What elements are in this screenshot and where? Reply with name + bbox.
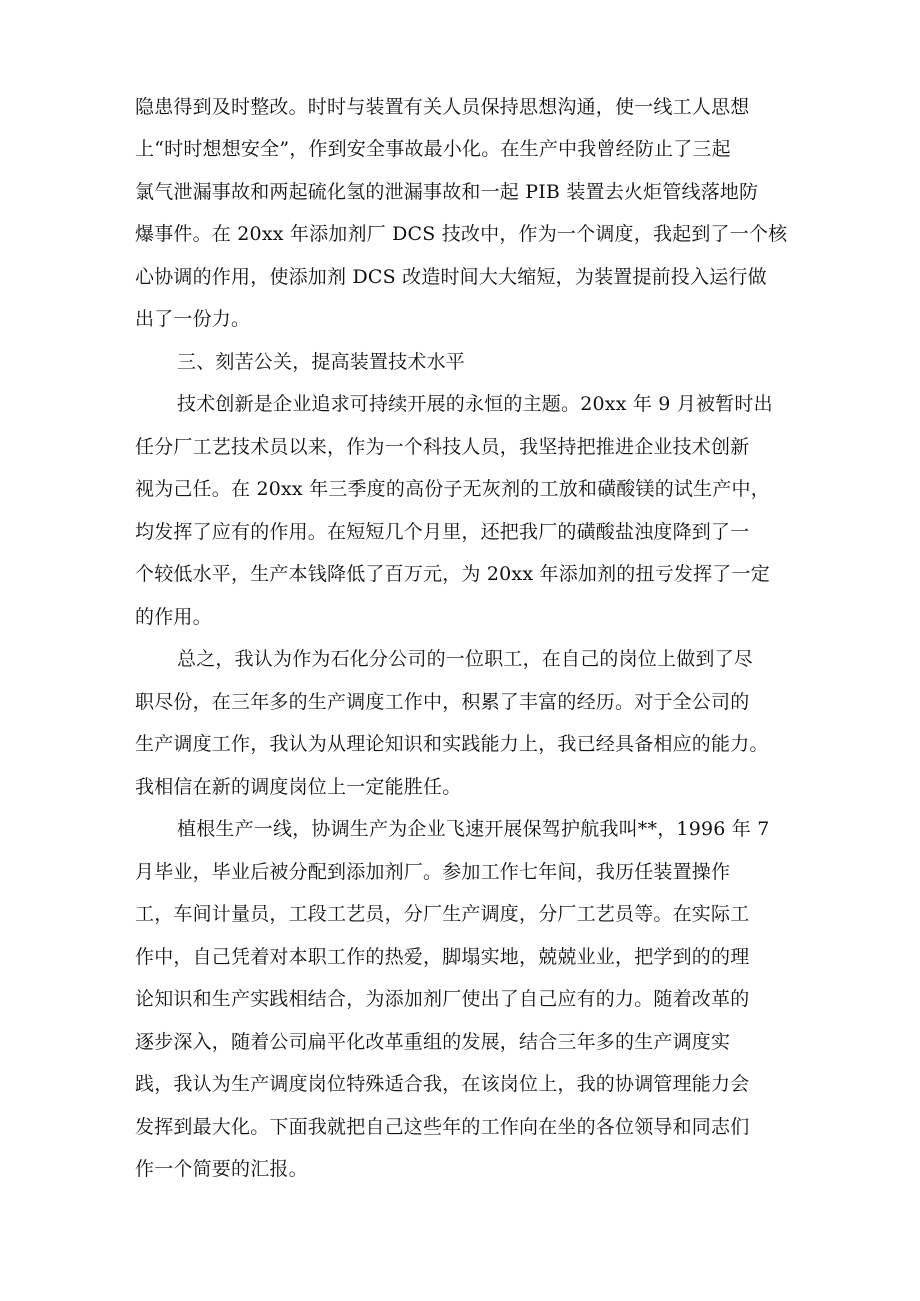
text-line: 发挥到最大化。下面我就把自己这些年的工作向在坐的各位领导和同志们 <box>135 1116 750 1138</box>
text-line: 隐患得到及时整改。时时与装置有关人员保持思想沟通，使一线工人思想 <box>135 96 750 118</box>
text-line: 氯气泄漏事故和两起硫化氢的泄漏事故和一起 PIB 装置去火炬管线落地防 <box>135 181 759 203</box>
text-line: 上“时时想想安全”，作到安全事故最小化。在生产中我曾经防止了三起 <box>135 138 731 160</box>
text-line: 工，车间计量员，工段工艺员，分厂生产调度，分厂工艺员等。在实际工 <box>135 903 750 925</box>
text-line: 论知识和生产实践相结合，为添加剂厂使出了自己应有的力。随着改革的 <box>135 988 750 1010</box>
text-line: 逐步深入，随着公司扁平化改革重组的发展，结合三年多的生产调度实 <box>135 1031 731 1053</box>
text-line: 出了一份力。 <box>135 308 251 330</box>
text-line: 技术创新是企业追求可持续开展的永恒的主题。20xx 年 9 月被暂时出 <box>177 393 773 415</box>
text-line: 视为己任。在 20xx 年三季度的高份子无灰剂的工放和磺酸镁的试生产中， <box>135 478 770 500</box>
text-line: 作一个简要的汇报。 <box>135 1158 308 1180</box>
text-line: 任分厂工艺技术员以来，作为一个科技人员，我坚持把推进企业技术创新 <box>135 436 750 458</box>
text-line: 植根生产一线，协调生产为企业飞速开展保驾护航我叫**，1996 年 7 <box>177 818 770 840</box>
text-line: 月毕业，毕业后被分配到添加剂厂。参加工作七年间，我历任装置操作 <box>135 861 731 883</box>
text-line: 的作用。 <box>135 606 212 628</box>
text-line: 作中，自己凭着对本职工作的热爱，脚塌实地，兢兢业业，把学到的的理 <box>135 946 750 968</box>
text-line: 均发挥了应有的作用。在短短几个月里，还把我厂的磺酸盐浊度降到了一 <box>135 521 750 543</box>
text-line: 心协调的作用，使添加剂 DCS 改造时间大大缩短，为装置提前投入运行做 <box>135 266 767 288</box>
text-line: 生产调度工作，我认为从理论知识和实践能力上，我已经具备相应的能力。 <box>135 733 769 755</box>
text-line: 爆事件。在 20xx 年添加剂厂 DCS 技改中，作为一个调度，我起到了一个核 <box>135 223 788 245</box>
text-line: 职尽份，在三年多的生产调度工作中，积累了丰富的经历。对于全公司的 <box>135 691 750 713</box>
text-line: 总之，我认为作为石化分公司的一位职工，在自己的岗位上做到了尽 <box>177 648 754 670</box>
text-line: 践，我认为生产调度岗位特殊适合我，在该岗位上，我的协调管理能力会 <box>135 1073 750 1095</box>
section-heading: 三、刻苦公关，提高装置技术水平 <box>177 351 466 373</box>
text-line: 我相信在新的调度岗位上一定能胜任。 <box>135 776 462 798</box>
text-line: 个较低水平，生产本钱降低了百万元，为 20xx 年添加剂的扭亏发挥了一定 <box>135 563 770 585</box>
